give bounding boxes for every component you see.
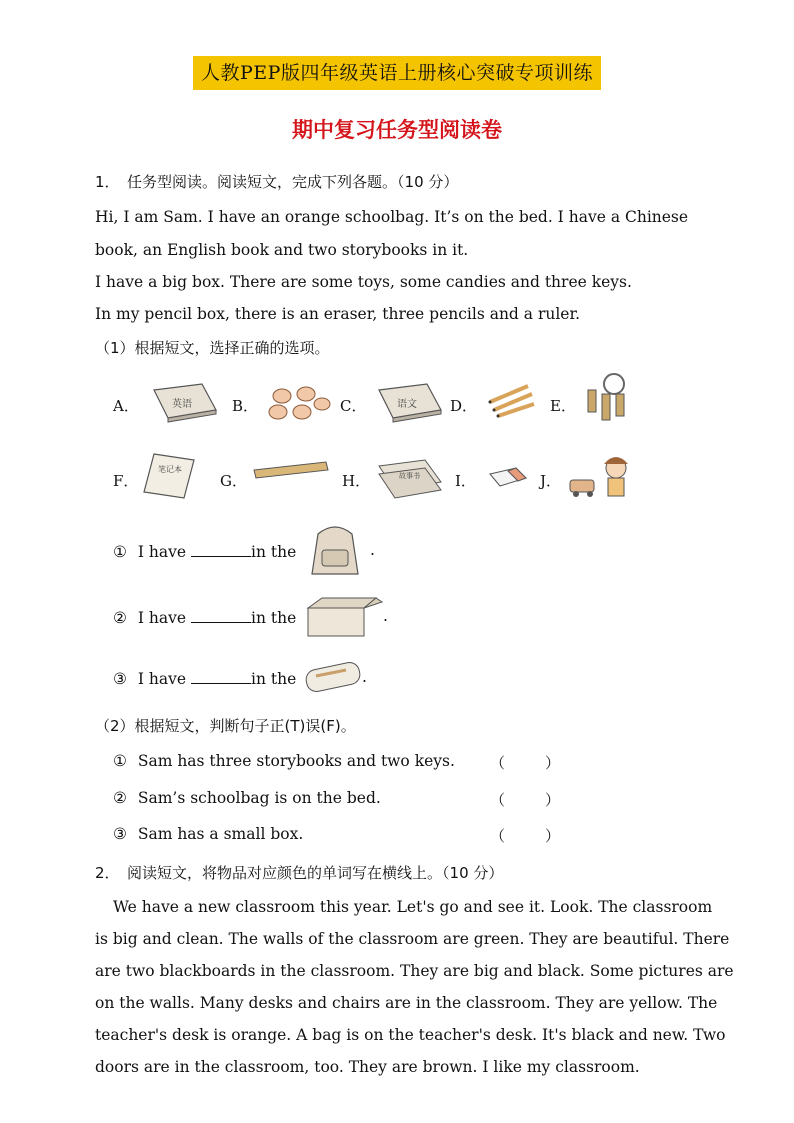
eraser-icon [486,462,530,492]
q2-passage-line: teacher's desk is orange. A bag is on the teacher's desk. It's black and new. Two [95,1026,726,1044]
answer-blank[interactable] [191,667,251,684]
toys-icon [566,450,638,502]
header [0,56,794,90]
q2-passage-line: We have a new classroom this year. Let's go and see it. Look. The classroom [113,898,713,916]
q2-passage-line: is big and clean. The walls of the classroom are green. They are beautiful. There [95,930,730,948]
q1-passage-line: Hi, I am Sam. I have an orange schoolbag. It’s on the bed. I have a Chinese [95,208,689,226]
svg-text:语文: 语文 [397,399,417,410]
svg-text:故事书: 故事书 [399,472,420,480]
keys-icon [580,370,636,428]
english-book-icon [150,380,220,424]
svg-text:英语: 英语 [172,399,192,410]
answer-parentheses[interactable]: （ ） [490,791,560,809]
judgment-row-1: ① Sam has three storybooks and two keys. [113,752,455,770]
chinese-book-icon [375,380,445,424]
header-banner: 人教PEP版四年级英语上册核心突破专项训练 [193,56,601,90]
option-b-label: B． [232,397,259,415]
svg-text:笔记本: 笔记本 [158,465,182,474]
answer-parentheses[interactable]: （ ） [490,827,560,845]
answer-blank[interactable] [191,540,251,557]
option-g-label: G． [220,472,247,490]
option-f-label: F． [113,472,139,490]
page-subtitle: 期中复习任务型阅读卷 [292,118,502,142]
judgment-row-2: ② Sam’s schoolbag is on the bed. [113,789,381,807]
answer-blank[interactable] [191,606,251,623]
q2-passage-line: doors are in the classroom, too. They are brown. I like my classroom. [95,1058,640,1076]
option-j-label: J． [540,472,562,490]
q1-part2-heading: （2）根据短文，判断句子正(T)误(F)。 [95,717,356,735]
q1-part1-heading: （1）根据短文，选择正确的选项。 [95,339,330,357]
answer-parentheses[interactable]: （ ） [490,754,560,772]
q2-heading: 2． 阅读短文，将物品对应颜色的单词写在横线上。（10 分） [95,864,504,882]
option-c-label: C． [340,397,367,415]
pencil-box-icon [302,656,364,696]
q1-passage-line: In my pencil box, there is an eraser, three pencils and a ruler. [95,305,581,323]
ruler-icon [252,460,330,480]
q1-heading: 1． 任务型阅读。阅读短文，完成下列各题。（10 分） [95,173,459,191]
fill-row-1: ① I have in the [113,540,296,561]
q1-passage-line: I have a big box. There are some toys, some candies and three keys. [95,273,632,291]
fill-row-3: ③ I have in the [113,667,296,688]
candies-icon [262,382,332,422]
notebook-icon [140,450,200,502]
option-i-label: I． [455,472,476,490]
option-h-label: H． [342,472,371,490]
q2-passage-line: are two blackboards in the classroom. They are big and black. Some pictures are [95,962,734,980]
q1-passage-line: book, an English book and two storybooks in it. [95,241,469,259]
option-e-label: E． [550,397,576,415]
q2-passage-line: on the walls. Many desks and chairs are in the classroom. They are yellow. The [95,994,718,1012]
option-d-label: D． [450,397,478,415]
storybooks-icon [375,454,447,500]
judgment-row-3: ③ Sam has a small box. [113,825,304,843]
option-a-label: A． [113,397,139,415]
schoolbag-icon [302,520,368,580]
fill-row-2: ② I have in the [113,606,296,627]
box-icon [302,594,384,638]
pencils-icon [484,378,540,418]
